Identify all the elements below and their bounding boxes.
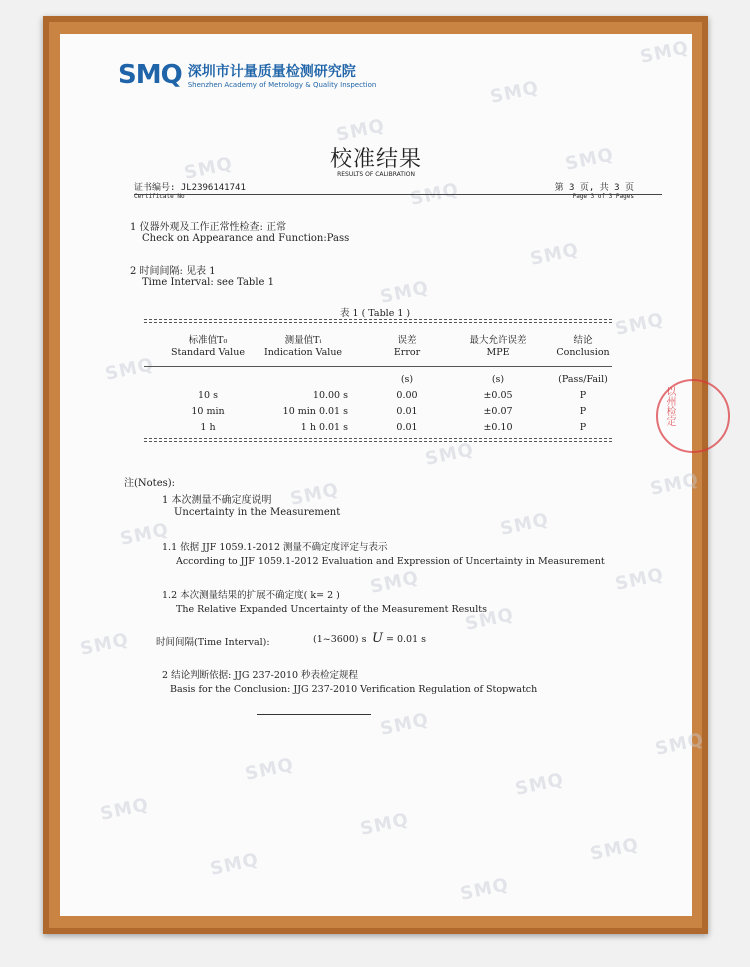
page-number <box>555 180 634 200</box>
note2-en: Basis for the Conclusion: JJG 237-2010 Verification Regulation of Stopwatch <box>170 684 538 695</box>
note1-cn: 1 本次测量不确定度说明 <box>162 495 272 506</box>
cell-indication: 10 min 0.01 s <box>282 406 348 417</box>
watermark: SMQ <box>378 709 431 740</box>
watermark: SMQ <box>638 37 691 68</box>
cell-standard: 10 min <box>191 406 225 417</box>
note12-cn: 1.2 本次测量结果的扩展不确定度( k= 2 ) <box>162 590 340 601</box>
page-label-en: Page 3 of 3 Pages <box>572 193 634 200</box>
signature-line <box>257 714 371 715</box>
watermark: SMQ <box>613 564 666 595</box>
watermark: SMQ <box>334 115 387 146</box>
watermark: SMQ <box>488 77 541 108</box>
logo-name-cn: 深圳市计量质量检测研究院 <box>187 64 356 80</box>
watermark: SMQ <box>423 439 476 470</box>
watermark: SMQ <box>378 277 431 308</box>
watermark: SMQ <box>208 849 261 880</box>
watermark: SMQ <box>588 834 641 865</box>
smq-logo <box>118 60 376 90</box>
uncertainty-symbol: U <box>372 631 383 646</box>
watermark: SMQ <box>463 604 516 635</box>
watermark: SMQ <box>243 754 296 785</box>
section2-en: Time Interval: see Table 1 <box>142 277 274 288</box>
header-conclusion-cn: 结论 <box>573 335 593 346</box>
header-indication-en: Indication Value <box>263 347 343 358</box>
header-error-cn: 误差 <box>397 335 417 346</box>
interval-label: 时间间隔(Time Interval): <box>156 637 270 648</box>
unit-error: (s) <box>400 374 414 385</box>
cell-standard: 10 s <box>198 390 218 401</box>
watermark: SMQ <box>98 794 151 825</box>
watermark: SMQ <box>563 144 616 175</box>
watermark: SMQ <box>648 469 701 500</box>
certificate-label-en: Certificate No <box>134 193 185 200</box>
note1-en: Uncertainty in the Measurement <box>174 507 341 518</box>
uncertainty-value: = 0.01 s <box>386 634 427 645</box>
watermark: SMQ <box>78 629 131 660</box>
cell-standard: 1 h <box>200 422 216 433</box>
watermark: SMQ <box>613 309 666 340</box>
section1-cn: 1 仪器外观及工作正常性检查: 正常 <box>130 222 287 233</box>
watermark: SMQ <box>103 354 156 385</box>
header-standard-cn: 标准值T₀ <box>188 335 228 346</box>
cell-error: 0.01 <box>396 406 418 417</box>
watermark: SMQ <box>458 874 511 905</box>
watermark: SMQ <box>358 809 411 840</box>
table-bottom-rule <box>144 438 612 442</box>
header-indication-cn: 测量值Tᵢ <box>284 335 322 346</box>
watermark: SMQ <box>182 153 235 184</box>
cell-error: 0.00 <box>396 390 418 401</box>
page-title: 校准结果 <box>329 147 422 172</box>
page-subtitle: RESULTS OF CALIBRATION <box>337 171 415 178</box>
watermark: SMQ <box>288 479 341 510</box>
header-standard-en: Standard Value <box>171 347 245 358</box>
cell-indication: 10.00 s <box>312 390 348 401</box>
table-header-rule <box>144 366 612 367</box>
logo-mark: SMQ <box>118 60 182 90</box>
note11-en: According to JJF 1059.1-2012 Evaluation and Expression of Uncertainty in Measurement <box>176 556 605 567</box>
watermark: SMQ <box>368 567 421 598</box>
certificate-page <box>60 34 706 916</box>
header-conclusion-en: Conclusion <box>556 347 610 358</box>
cell-conclusion: P <box>579 390 587 401</box>
notes-label: 注(Notes): <box>124 478 176 489</box>
section1-en: Check on Appearance and Function:Pass <box>142 233 350 244</box>
watermark: SMQ <box>498 509 551 540</box>
seal-text: 以州检定 <box>664 386 675 426</box>
header-mpe-cn: 最大允许误差 <box>469 335 527 346</box>
watermark: SMQ <box>653 729 706 760</box>
cell-mpe: ±0.05 <box>483 390 513 401</box>
cell-indication: 1 h 0.01 s <box>300 422 348 433</box>
note2-cn: 2 结论判断依据: JJG 237-2010 秒表检定规程 <box>162 670 359 681</box>
cell-mpe: ±0.10 <box>483 422 513 433</box>
certificate-number <box>134 180 246 200</box>
table-top-rule <box>144 319 612 323</box>
watermark: SMQ <box>513 769 566 800</box>
note12-en: The Relative Expanded Uncertainty of the Measurement Results <box>176 604 487 615</box>
watermark: SMQ <box>118 519 171 550</box>
note11-cn: 1.1 依据 JJF 1059.1-2012 测量不确定度评定与表示 <box>162 542 388 553</box>
watermark: SMQ <box>528 239 581 270</box>
interval-range: (1~3600) s <box>313 634 367 645</box>
cell-conclusion: P <box>579 406 587 417</box>
header-rule <box>134 194 662 195</box>
section2-cn: 2 时间间隔: 见表 1 <box>130 266 216 277</box>
table-caption: 表 1 ( Table 1 ) <box>340 308 411 319</box>
header-error-en: Error <box>393 347 421 358</box>
unit-conclusion: (Pass/Fail) <box>558 374 608 385</box>
watermark: SMQ <box>408 179 461 210</box>
cell-conclusion: P <box>579 422 587 433</box>
cell-mpe: ±0.07 <box>483 406 513 417</box>
page-label: 第 3 页, 共 3 页 <box>554 183 634 193</box>
header-mpe-en: MPE <box>486 347 510 358</box>
unit-mpe: (s) <box>491 374 505 385</box>
cell-error: 0.01 <box>396 422 418 433</box>
logo-name-en: Shenzhen Academy of Metrology & Quality Inspection <box>187 81 377 89</box>
certificate-label: 证书编号: JL2396141741 <box>134 183 246 193</box>
